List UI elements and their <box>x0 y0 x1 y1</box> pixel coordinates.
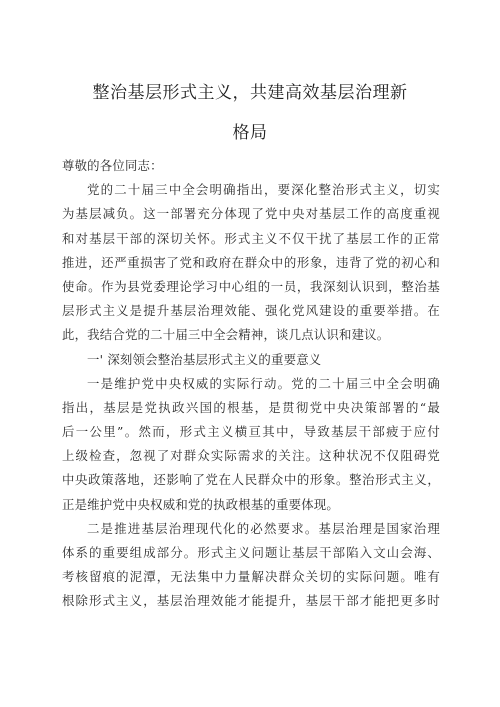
paragraph-1-line: 为基层减负。这一部署充分体现了党中央对基层工作的高度重视 <box>62 206 440 222</box>
document-title-line-2: 格局 <box>232 123 268 143</box>
paragraph-3-line: 体系的重要组成部分。形式主义问题让基层干部陷入文山会海、 <box>62 545 440 560</box>
document-body <box>62 154 440 614</box>
paragraph-1-line: 使命。作为县党委理论学习中心组的一员，我深刻认识到，整治基 <box>62 278 440 294</box>
paragraph-1-line: 和对基层干部的深切关怀。形式主义不仅干扰了基层工作的正常 <box>62 230 440 246</box>
paragraph-2-line: 正是维护党中央权威和党的执政根基的重要体现。 <box>62 496 339 512</box>
paragraph-1-line: 推进，还严重损害了党和政府在群众中的形象，违背了党的初心和 <box>62 254 440 270</box>
paragraph-3-line: 二是推进基层治理现代化的必然要求。基层治理是国家治理 <box>87 520 440 536</box>
paragraph-2-line: 一是维护党中央权威的实际行动。党的二十届三中全会明确 <box>87 375 440 391</box>
paragraph-3-line: 考核留痕的泥潭，无法集中力量解决群众关切的实际问题。唯有 <box>62 569 440 585</box>
section-heading: 一' 深刻领会整治基层形式主义的重要意义 <box>87 351 322 367</box>
salutation: 尊敬的各位同志： <box>62 158 163 173</box>
paragraph-2-line: 中央政策落地，还影响了党在人民群众中的形象。整治形式主义， <box>62 472 440 488</box>
paragraph-1-line: 层形式主义是提升基层治理效能、强化党风建设的重要举措。在 <box>62 303 440 319</box>
paragraph-2-line: 上级检查，忽视了对群众实际需求的关注。这种状况不仅阻碍党 <box>62 448 440 464</box>
paragraph-1-line: 此，我结合党的二十届三中全会精神，谈几点认识和建议。 <box>62 327 390 343</box>
document-title-line-1: 整治基层形式主义，共建高效基层治理新 <box>92 83 408 103</box>
paragraph-2-line: 后一公里”。然而，形式主义横亘其中，导致基层干部疲于应付 <box>62 424 440 440</box>
paragraph-1-line: 党的二十届三中全会明确指出，要深化整治形式主义，切实 <box>87 182 440 198</box>
paragraph-3-line: 根除形式主义，基层治理效能才能提升，基层干部才能把更多时 <box>62 593 440 609</box>
paragraph-2-line: 指出，基层是党执政兴国的根基，是贯彻党中央决策部署的“最 <box>62 399 440 415</box>
